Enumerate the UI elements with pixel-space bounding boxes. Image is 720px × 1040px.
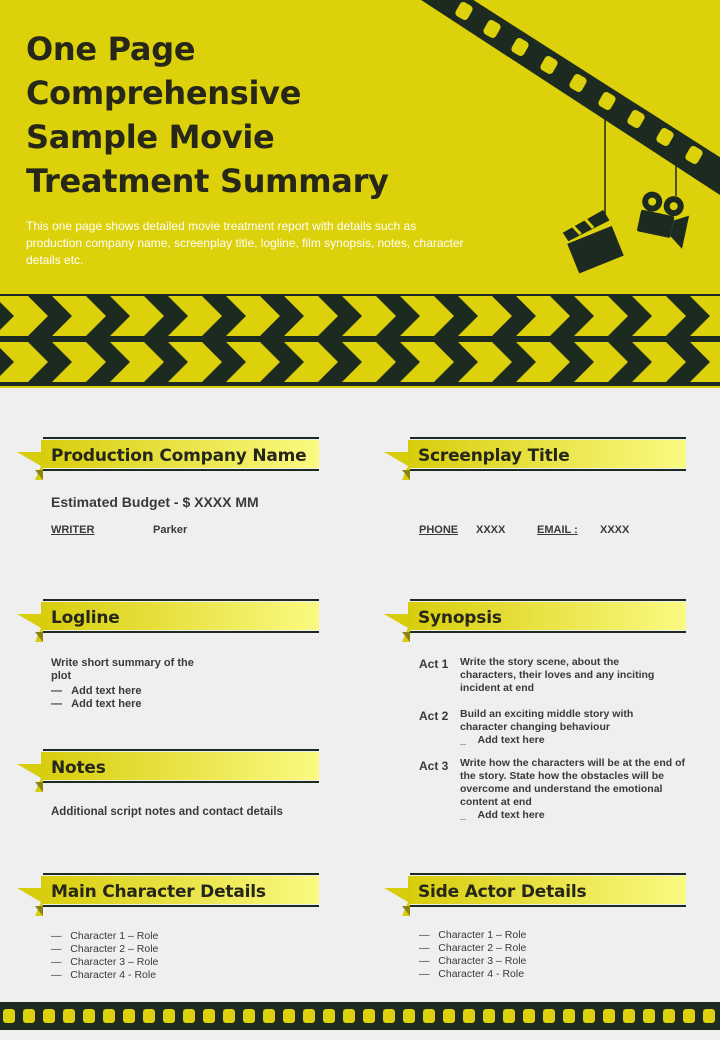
film-reel-border (0, 1002, 720, 1032)
side-actor-item-2: — Character 2 – Role (419, 942, 527, 954)
notes-heading: Notes (51, 758, 106, 778)
main-character-item-3: — Character 3 – Role (51, 956, 159, 968)
logline-summary: Write short summary of the plot (51, 657, 194, 682)
logline-banner (17, 598, 321, 654)
hazard-stripes (0, 294, 720, 402)
logline-item-2: — Add text here (51, 698, 142, 710)
act-3-text: Write how the characters will be at the end of the story. State how the obstacles will be overcome and understand the emotional content at end (460, 757, 686, 808)
header-section (0, 0, 720, 298)
side-actor-banner (384, 872, 688, 928)
main-character-item-3-text: Character 3 – Role (70, 956, 159, 968)
side-actor-item-1: — Character 1 – Role (419, 929, 527, 941)
writer-label: WRITER (51, 524, 95, 536)
act-2-sub: _ Add text here (460, 734, 545, 746)
page-description: This one page shows detailed movie treatment report with details such as production company name, screenplay title, logline, film synopsis, notes, character details etc. (26, 219, 464, 267)
notes-text: Additional script notes and contact details (51, 806, 283, 818)
main-character-item-4: — Character 4 - Role (51, 969, 157, 981)
main-character-banner (17, 872, 321, 928)
side-actor-heading: Side Actor Details (418, 882, 587, 902)
side-actor-item-4: — Character 4 - Role (419, 968, 525, 980)
main-character-item-2-text: Character 2 – Role (70, 943, 159, 955)
act-3-label: Act 3 (419, 759, 449, 773)
main-character-heading: Main Character Details (51, 882, 266, 902)
logline-heading: Logline (51, 608, 120, 628)
act-2-text: Build an exciting middle story with character changing behaviour (460, 708, 634, 733)
page-title-line-3: Sample Movie (26, 118, 275, 156)
side-actor-item-1-text: Character 1 – Role (438, 929, 527, 941)
phone-value: XXXX (476, 524, 506, 536)
side-actor-item-3: — Character 3 – Role (419, 955, 527, 967)
production-company-banner (17, 436, 321, 492)
estimated-budget: Estimated Budget - $ XXXX MM (51, 494, 259, 510)
act-3-sub-text: Add text here (477, 809, 545, 821)
main-character-item-1: — Character 1 – Role (51, 930, 159, 942)
main-character-item-4-text: Character 4 - Role (70, 969, 157, 981)
side-actor-item-4-text: Character 4 - Role (438, 968, 525, 980)
logline-item-1-text: Add text here (71, 685, 142, 697)
screenplay-title-heading: Screenplay Title (418, 446, 570, 466)
page-title-line-4: Treatment Summary (26, 162, 389, 200)
screenplay-title-banner (384, 436, 688, 492)
act-2-label: Act 2 (419, 709, 449, 723)
page-title-line-2: Comprehensive (26, 74, 302, 112)
side-actor-item-2-text: Character 2 – Role (438, 942, 527, 954)
writer-value: Parker (153, 524, 188, 536)
side-actor-item-3-text: Character 3 – Role (438, 955, 527, 967)
logline-item-1: — Add text here (51, 685, 142, 697)
production-company-heading: Production Company Name (51, 446, 307, 466)
main-character-item-1-text: Character 1 – Role (70, 930, 159, 942)
email-value: XXXX (600, 524, 630, 536)
synopsis-heading: Synopsis (418, 608, 502, 628)
page-title-line-1: One Page (26, 30, 196, 68)
act-1-label: Act 1 (419, 657, 449, 671)
main-character-item-2: — Character 2 – Role (51, 943, 159, 955)
act-3-sub: _ Add text here (460, 809, 545, 821)
act-1-text: Write the story scene, about the characters, their loves and any inciting incident at end (460, 656, 655, 694)
notes-banner (17, 748, 321, 804)
movie-camera-icon (0, 0, 720, 298)
phone-label: PHONE (419, 524, 459, 536)
act-2-sub-text: Add text here (477, 734, 545, 746)
logline-item-2-text: Add text here (71, 698, 142, 710)
synopsis-banner (384, 598, 688, 654)
email-label: EMAIL : (537, 524, 578, 536)
